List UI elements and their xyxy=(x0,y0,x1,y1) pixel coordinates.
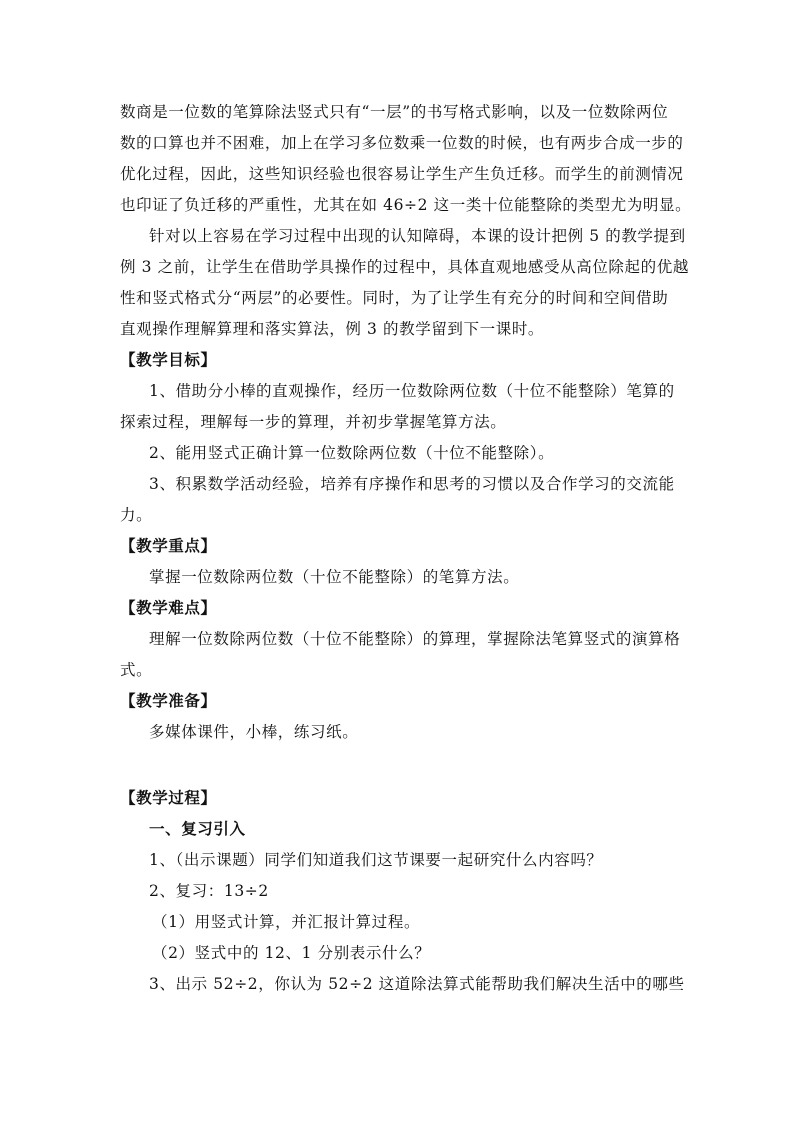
intro-line-5: 针对以上容易在学习过程中出现的认知障碍，本课的设计把例 5 的教学提到 xyxy=(149,227,686,245)
process-heading: 【教学过程】 xyxy=(120,788,217,807)
key-points-line-1: 掌握一位数除两位数（十位不能整除）的笔算方法。 xyxy=(149,568,520,586)
goals-line-5: 力。 xyxy=(120,506,153,524)
difficulties-line-2: 式。 xyxy=(120,661,153,679)
intro-line-7: 性和竖式格式分“两层”的必要性。同时，为了让学生有充分的时间和空间借助 xyxy=(120,289,669,307)
goals-line-4: 3、积累数学活动经验，培养有序操作和思考的习惯以及合作学习的交流能 xyxy=(149,475,675,493)
process-section-title: 一、复习引入 xyxy=(149,819,246,838)
intro-line-6: 例 3 之前，让学生在借助学具操作的过程中，具体直观地感受从高位除起的优越 xyxy=(120,258,689,276)
preparation-heading: 【教学准备】 xyxy=(120,691,217,710)
difficulties-heading: 【教学难点】 xyxy=(120,598,217,617)
intro-line-2: 数的口算也并不困难，加上在学习多位数乘一位数的时候，也有两步合成一步的 xyxy=(120,134,684,152)
process-line-1: 1、（出示课题）同学们知道我们这节课要一起研究什么内容吗？ xyxy=(149,851,603,869)
key-points-heading: 【教学重点】 xyxy=(120,536,217,555)
process-line-5: 3、出示 52÷2，你认为 52÷2 这道除法算式能帮助我们解决生活中的哪些 xyxy=(149,975,685,993)
difficulties-line-1: 理解一位数除两位数（十位不能整除）的算理，掌握除法笔算竖式的演算格 xyxy=(149,630,681,648)
intro-line-8: 直观操作理解算理和落实算法，例 3 的教学留到下一课时。 xyxy=(120,320,545,338)
goals-line-3: 2、能用竖式正确计算一位数除两位数（十位不能整除）。 xyxy=(149,444,555,462)
process-line-3: （1）用竖式计算，并汇报计算过程。 xyxy=(152,913,421,931)
intro-line-1: 数商是一位数的笔算除法竖式只有“一层”的书写格式影响，以及一位数除两位 xyxy=(120,103,669,121)
process-line-2: 2、复习：13÷2 xyxy=(149,882,269,900)
goals-heading: 【教学目标】 xyxy=(120,350,217,369)
intro-line-4: 也印证了负迁移的严重性，尤其在如 46÷2 这一类十位能整除的类型尤为明显。 xyxy=(120,196,692,214)
process-line-4: （2）竖式中的 12、1 分别表示什么？ xyxy=(152,944,431,962)
preparation-line-1: 多媒体课件，小棒，练习纸。 xyxy=(149,723,359,741)
goals-line-1: 1、借助分小棒的直观操作，经历一位数除两位数（十位不能整除）笔算的 xyxy=(149,382,675,400)
goals-line-2: 探索过程，理解每一步的算理，并初步掌握笔算方法。 xyxy=(120,413,507,431)
intro-line-3: 优化过程，因此，这些知识经验也很容易让学生产生负迁移。而学生的前测情况 xyxy=(120,165,684,183)
